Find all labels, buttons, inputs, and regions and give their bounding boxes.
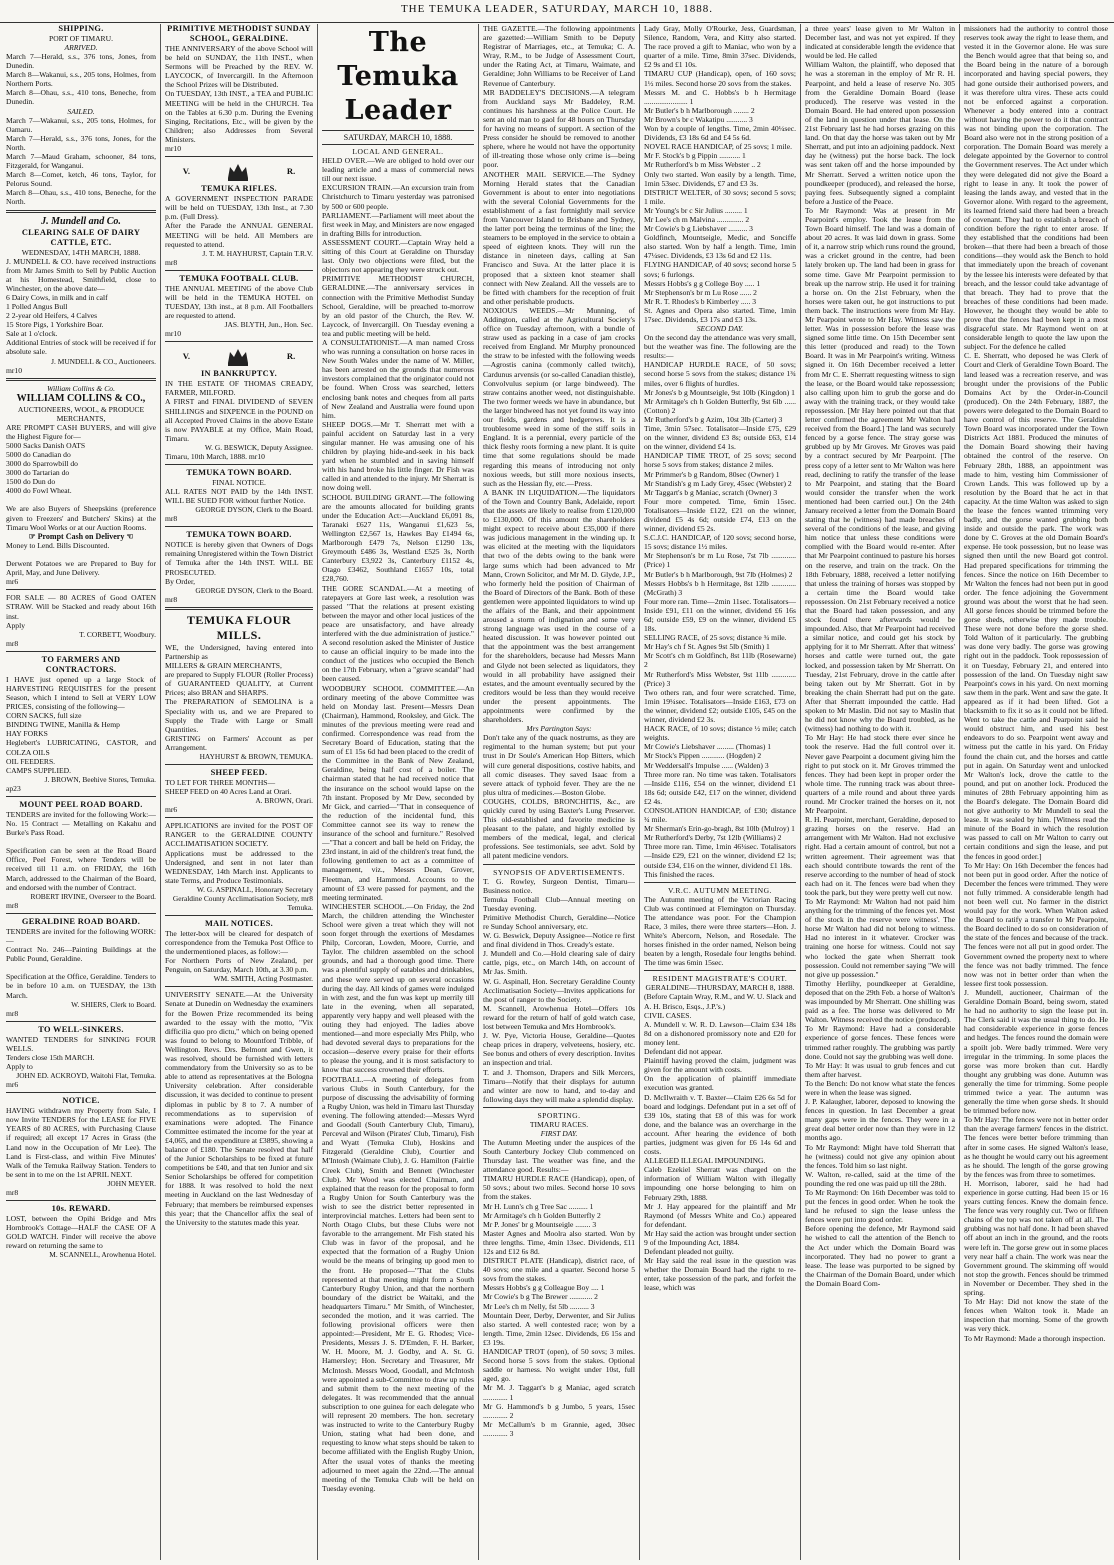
rifles-signature: J. T. M. HAYHURST, Captain T.R.V. — [202, 248, 313, 258]
flour-mills-text: WE, the Undersigned, having entered into Partnership as MILLERS & GRAIN MERCHANTS, are prepared to Supply FLOUR (Roller Process) of GUARANTEED QUALITY, at Current Prices; also BRAN and SHARPS. The PREPARATION of SEMOLINA is a Speciality with us, and we are Prepared to Supply the Trade with Large or Small Quantities. GRISTING on Farmers' Account as per Arrangement. — [165, 642, 313, 752]
divider — [6, 589, 156, 590]
court-report-cont: missioners had the authority to control those reserves took away the right to lease them, and vested it in the Governor alone. He was sure the Bench would agree that that being so, and the Board being in the nature of a borough incorporated and having special powers, they had gone outside their authorised powers, and it was therefore ultra vires. These acts could not be enforced against a corporation. Whenever a body entered into a contract without having the power to do it that contract was not binding upon the corporation. The Board also were not in the strong position of a corporation. The Domain Board was merely a delegate appointed by the Governor to control the Government reserves. The Act under which they were delegated did not give the Board a right to lease in any. It took the power of leasing the lands away, and vested that in the Governor alone. With regard to the agreement, its learned friend said there had been a breach of covenant. They had to establish a breach of condition before the right to enter arose. If they established that the conditions had been broken—that there had been a breach of those conditions—they would ask the Bench to hold that immediately upon the breach of covenant by the lessee his interests were defeated by that breach, and the lessor could take advantage of that breach. They had to prove that the breaches of these conditions had been made. However, he thought they would be able to prove that the fences had been kept in a most disgraceful state. Mr Raymond went on at considerable length to quote the law upon the subject. For the defence he called C. E. Sherratt, who deposed he was Clerk of Court and Clerk of Geraldine Town Board. The land leased was a recreation reserve, and was brought under the provisions of the Public Domains Act by the Order-in-Council (produced). On the 24th February, 1887, the powers were delegated to the Domain Board to have control of this reserve. The Geraldine Town Board was incorporated under the Town Districts Act 1881. Produced the minutes of the Domain Board showing their having obtained the control of the reserve. On February 28th, 1888, an appointment was made to him, vesting him Commissioner of Crown Lands. This was followed up by a resolution by the Board that he act in that capacity. At the time Walton was asked to sign the lease the fences wanted trimming very badly, and the gorse wanted grubbing both inside and outside the park. The work was done by C. Groves at the old Domain Board's expense. He took possession, but no lease was signed then until the new Board got control. Had prepared specifications for trimming the fences. Since the notice on 16th December to Mr Walton the fences had not been put in good order. The fence adjoining the Government ground was about the worst that he had seen. All gorse fences should be trimmed before the gorse sheds, otherwise they made trouble. These were not done before the gorse shed. Told Walton of it particularly. The grubbing was done very badly. The gorse was growing right out in the paddock. Took repossession of it on Tuesday, February 21, and entered into possession of the land. On Tuesday night saw Pearpoint's cows in his yard. On next morning saw them in the park. Went and saw the gate. It appeared as if it had been lifted. Got a blacksmith to fix it so as it could not be lifted. Went to take the cattle and Pearpoint said he would obstruct him, and used his best endeavors to do so. Pearpoint went away and witness put the cattle in his yard. On Friday found the chain cut, and the horses and cattle put in again. On Saturday went and unlocked Mr Walton's lock, drove the cattle to the pound, and put on another lock. Produced the minutes of 28th February appointing him as the Board's delegate. The Domain Board did not give authority to Mr Mundell to seal the lease. It was sealed by him. [Witness read the minute of the Board in which the resolution was passed to call on Mr Walton to carry out certain conditions and sign the lease, and put the fences in good order.] To Mr Hay: On 16th December the fences had not been put in good order. After the notice of December the fences were trimmed. They were not fully trimmed. A considerable length had not been well cut. No farmer in the district would pay for the work. When Walton asked the Board to ratify a transfer to Mr Pearpoint, the Board declined to do so on consideration of the state of the fences and because of the track. The fences were not all put in good order. The Government owned the property next to where the fence was not badly trimmed. The fence now was not in better order than when the lessee first took possession. J. Mundell, auctioneer, Chairman of the Geraldine Domain Board, being sworn, stated he had no authority to sign the lease put in. The Clerk said it was the usual thing to do. He had considerable experience in gorse fences and hedges. The fences round the domain were a spoilt job. Were badly trimmed. Were very irregular in the trimming. In some places the gorse was more broken than cut. Hardly thought any grubbing was done. Autumn was generally the time for trimming. Some people trimmed twice a year. The autumn was generally the time when gorse sheds. It should be trimmed before now. To Mr Hay: The fences were not in better order than the average farmers' fences in the district. The fences were better before trimming than after in some cases. He signed Walton's lease, as he thought he would carry out his agreement as he should. The length of the gorse growing by the fences was from three to sometimes. H. Morrison, laborer, said he had had experience in gorse cutting. Had been 15 or 16 years cutting fences. Knew the domain fence. The fence was very roughly cut. Two or fifteen chains of the top was not taken off at all. The grubbing was not half done. It had been shaved off about an inch in the ground, and the roots were left in. The gorse grew out in some places very near half a chain. The work was near the Government ground. The skimming off would not stop the growth. Fences should be trimmed in November or December. They shed in the spring. To Mr Hay: Did not know the state of the fences when Walton took it. Made an inspection that morning. Some of the growth was very thick. To Mr Raymond: Made a thorough inspection. — [964, 24, 1108, 1343]
divider — [6, 913, 156, 914]
collins-text: ARE PROMPT CASH BUYERS, and will give the Highest Figure for— 5000 Sacks Danish OATS 5000 do Canadian do 3000 do Sparrowbill do 3000 do Tartarian do 1500 do Dun do 4000 do Fowl Wheat. We are also Buyers of Sheepskins (preference given to Freezers' and Butchers' Skins) at the Timaru Wool Works or at our Auction Rooms. — [6, 422, 156, 532]
final-notice-ref: mr8 — [165, 514, 178, 524]
notice-text: HAVING withdrawn my Property from Sale, I now Invite TENDERS for the LEASE for FIVE YEARS of 80 ACRES, with Purchasing Clause if required; all except 17 Acres in Grass (the Land now in the Occupation of Mr Lee). The Land is First-class, and within Five Minutes' Walk of the Temuka Railway Station. Tenders to be sent in to me on the 1st APRIL NEXT. — [6, 1106, 156, 1179]
mount-peel-text: TENDERS are invited for the following Work:— No. 15 Contract — Metalling on Kakahu and Burke's Pass Road. Specification can be seen at the Road Board Office, Peel Forest, where Tenders will be received till 11 a.m. on FRIDAY, the 16th March, addressed to the Chairman of the Board, and endorsed with the number of Contract. — [6, 809, 156, 892]
divider — [165, 607, 313, 610]
straw-sale-signature: T. CORBETT, Woodbury. — [79, 629, 156, 639]
town-board-heading: TEMUKA TOWN BOARD. — [186, 468, 292, 477]
bankruptcy-text: IN THE ESTATE OF THOMAS CREADY, FARMER, MILFORD. A FIRST and FINAL DIVIDEND of SEVEN SHILLINGS and SIXPENCE in the POUND on all Accepted Proved Claims in the above Estate is now PAYABLE at my Office, Main Road, Timaru. — [165, 379, 313, 443]
university-senate-text: UNIVERSITY SENATE.—At the University Senate at Dunedin on Wednesday the examiners for the Bowen Prize recommended its being awarded to the essay with the motto, "Vix difficilia quo pro dictu," which on being opened was found to belong to Mountford Tribble, of Wellington. Revs. Drs. Belmont and Gwen, it was resolved, should be furnished with letters commendatory from the University so as to be able to attend as representatives at the Bologna University celebration. After considerable discussion, it was decided to continue to present diplomas in public by 8 to 7. A number of recommendations as to supervision of examinations were adopted. The Finance Committee estimated the income for the year at £4,065, and the expenditure at £3895, showing a balance of £180. The Senate resolved that half of the Junior Scholarships to be fixed at future competitions be £40, and that ten Junior and six Senior Scholarships be offered for competition for 1888. It was resolved to hold the next meeting in Auckland on the last Wednesday of February; that members be reimbursed expenses this year; that the Chancellor affix the seal of the University to the statutes made this year. — [165, 990, 313, 1227]
local-general-text: HELD OVER.—We are obliged to hold over our leading article and a mass of commercial news till our next issue. EXCURSION TRAIN.—An excursion train from Christchurch to Timaru yesterday was patronised by 500 or 600 people. PARLIAMENT.—Parliament will meet about the first week in May, and Ministers are now engaged in drafting Bills for introduction. ASSESSMENT COURT.—Captain Wray held a sitting of this Court at Geraldine on Thursday last. Only two objections were filed, but the objectors not appearing they were struck out. PRIMITIVE METHODIST CHURCH, GERALDINE.—The anniversary services in connection with the Primitive Methodist Sunday School, Geraldine, will be preached to-morrow by an old pastor of the Church, the Rev. W. Laycock, of Invercargill. On Tuesday evening a tea and public meeting will be held. A CONSULTATIONIST.—A man named Cross who was running a consultation on horse races in New South Wales under the name of W. Miller, has been arrested on the grounds that numerous investors complained that the originator could not be found. When Cross was searched, letters enclosing bank notes and cheques from all parts of New Zealand and Australia were found upon him. SHEEP DOGS.—Mr T. Sherratt met with a painful accident on Saturday last in a very singular manner. He was amusing one of his children by playing hide-and-seek in his back yard when he stumbled and in saving himself with his hand broke his little finger. Dr Fish was called in and attended to the injury. Mr Sherratt is now doing well. SCHOOL BUILDING GRANT.—The following are the amounts allocated for building grants under the Education Act:—Auckland £6,091 8s, Taranaki £627 11s, Wanganui £1,623 5s, Wellington £2,567 1s, Hawkes Bay £1494 6s, Marlborough £479 7s, Nelson £1290 13s, Greymouth £486 3s, Westland £525 3s, North Canterbury £3,922 3s, Canterbury £1152 4s, Otago £3462, Southland £1657 10s, total £28,760. THE GORE SCANDAL.—At a meeting of ratepayers at Gore last week, a resolution was passed "That the relations at present existing between the mayor and other local justices of the peace are unsatisfactory, and have already interfered with the due administration of justice." A second resolution asked the Minister of Justice to cause an official inquiry to be made into the conduct of the justices who occupied the Bench on the 17th February, when a "grave scandal" had been caused. WOODBURY SCHOOL COMMITTEE.—An ordinary meeting of the above Committee was held on Monday last. Present—Messrs Dean (Chairman), Hammond, Rooksley, and Gick. The minutes of the previous meeting were read and confirmed. Correspondence was read from the Secretary Board of Education, stating that the sum of £1 15s 6d had been placed to the credit of the Committee in the Bank of New Zealand, Geraldine, being half cost of a boiler. The chairman stated that he had received notice that the insurance on the school would lapse on the 7th instant. Proposed by Mr Dew, seconded by Mr Gick, and carried—"That in consequence of the reduction of the incidental fund, this Committee cannot see its way to renew the insurance of the school and furniture." Resolved—"That a concert and ball be held on Friday, the 23rd instant, in aid of the children's treat fund, the following gentlemen to act as a committee of management, viz., Messrs Dean, Grover, Fleetman, and Hammond. Accounts to the amount of £3 were passed for payment, and the meeting terminated. WINCHESTER SCHOOL.—On Friday, the 2nd March, the children attending the Winchester School were given a treat which they will not soon forget through the exertions of Mesdames Philp, Corcoran, Lowden, Moore, Currie, and Taylor. The children assembled on the school grounds, and had a thorough good time. There was a plentiful supply of eatables and drinkables, and these were served up on several occasions during the day. All kinds of games were indulged in with zest, and the fun was kept up merrily till late in the evening, when all separated, apparently very happy and well pleased with the outing they had enjoyed. The ladies above mentioned—and more especially Mrs Philp, who had devoted several days to preparations for the occasion—deserve every praise for their efforts to please the young, and it is most satisfactory to know that success crowned their efforts. FOOTBALL.—A meeting of delegates from various Clubs in South Canterbury, for the purpose of discussing the advisability of forming a Rugby Union, was held in Timaru last Thursday evening. The following attended:—Messrs Wyrd and Goodall (South Canterbury Club, Timaru), Perceval and Wilson (Pirates' Club, Timaru), Fish and Wyatt (Temuka Club), Hoskins and Fitzgerald (Geraldine Club), Courtier and M'Intosh (Waimate Club), J. G. Hamilton (Fairlie Creek Club), Smith and Bennett (Winchester Club). Mr Wood was elected Chairman, and explained that the reason for the proposal to form a Rugby Union for South Canterbury was the wish to see the district better represented in interprovincial matches. Letters had been sent to North Otago Clubs, but these Clubs were not favorable to the arrangement. Mr Fish stated his Club was in favor of the proposal, and he expected that the formation of a Rugby Union would be the means of bringing up good men to the front. He proposed—"That the Clubs represented at that meeting might form a South Canterbury Rugby Union, and that the northern boundary of the district be Waitaki, and the headquarters Timaru." Mr Smith, of Winchester, seconded the motion, and it was carried. The following provisional officers were then appointed:—President, Mr E. G. Rhodes; Vice-Presidents, Messrs J. S. D'Emden, F. H. Barker, W. H. Moore, M. J. Godby, and A. St. G. Hamersley; Hon. Secretary and Treasurer, Mr McIntosh. Messrs Wood, Goodall, and McIntosh were appointed a sub-Committee to draw up rules and submit them to the next meeting of the delegates. It was recommended that the annual subscription to one guinea for each delegate who will represent 20 members. The hon. secretary was instructed to write to the Canterbury Rugby Union, stating what had been done, and requesting to know what steps should be taken to become affiliated with the English Rugby Union, After the usual votes of thanks the meeting adjourned to meet again the 22nd.—The annual meeting of the Temuka Club will be held on Tuesday evening. — [322, 156, 474, 1493]
divider — [6, 1021, 156, 1022]
column-3 — [322, 24, 474, 1560]
column-5 — [644, 24, 796, 1560]
divider — [644, 882, 796, 883]
divider — [165, 817, 313, 818]
column-rule — [959, 24, 960, 1560]
well-sinkers-text: WANTED TENDERS for SINKING FOUR WELLS. Tenders close 15th MARCH. Apply to — [6, 1034, 156, 1071]
running-head-text: THE TEMUKA LEADER, SATURDAY, MARCH 10, 1888. — [400, 3, 714, 15]
money-text: Money to Lend. Bills Discounted. Derwent Potatoes we are Prepared to Buy for April, May, and June Delivery. — [6, 540, 156, 578]
synopsis-text: T. G. Rowley, Surgeon Dentist, Timaru—Business notice. Temuka Football Club—Annual meeting on Tuesday evening. Primitive Methodist Church, Geraldine—Notice re Sunday School anniversary, etc. W. G. Beswick, Deputy Assignee—Notice re first and final dividend in Thos. Cready's estate. J. Mundell and Co.—Hold clearing sale of dairy cattle, pigs, etc., on March 14th, on account of Mr Jas. Smith. W. G. Aspinall, Hon. Secretary Geraldine County Acclimatisation Society—Invites applications for the post of ranger to the Society. M. Scannell, Arowhenua Hotel—Offers 10s reward for the return of half of gold watch case, lost between Temuka and Mrs Hornbrook's. J. W. Pye, Victoria House, Geraldine—Quotes cheap prices in drapery, velveteens, hosiery, etc. See bonus and others of every description. Invites an inspection and trial. T. and J. Thomson, Drapers and Silk Mercers, Timaru—Notify that their displays for autumn and winter are now to hand, and to-day and following days they will make a splendid display. — [483, 876, 635, 1104]
divider — [165, 341, 313, 342]
collins-heading: WILLIAM COLLINS & CO., — [16, 392, 146, 404]
flour-mills-heading: TEMUKA FLOUR MILLS. — [186, 612, 292, 642]
notice-heading: NOTICE. — [62, 1096, 100, 1106]
flour-mills-signature: HAYHURST & BROWN, TEMUKA. — [199, 751, 313, 761]
final-notice-signature: GEORGE DYSON, Clerk to the Board. — [195, 505, 313, 515]
divider — [165, 156, 313, 157]
well-sinkers-signature: JOHN ED. ACKROYD, Waitohi Flat, Temuka. — [16, 1071, 156, 1081]
crown-icon — [225, 345, 251, 367]
cipher-letter: V. — [182, 350, 190, 361]
ranger-signature-2: Geraldine County Acclimatisation Society, mr8 Temuka. — [172, 893, 313, 912]
column-rule — [800, 24, 801, 1560]
sailed-list: March 7—Wakanui, s.s., 205 tons, Holmes, for Oamaru. March 7—Herald, s.s., 376 tons, Jones, for the North. March 7—Maud Graham, schooner, 84 tons, Fitzgerald, for Wanganui. March 8—Comet, ketch, 46 tons, Taylor, for Pelorus Sound. March 8—Ohau, s.s., 410 tons, Beneche, for the North. — [6, 115, 156, 207]
divider — [165, 526, 313, 527]
partington-heading: Mrs Partington Says: — [526, 724, 592, 734]
first-day-results-cont: Lady Gray, Molly O'Rourke, Jess, Guardsman, Silence, Random, Vera, and Kitty also started. The race proved a gift to Maniac, who won by a quarter of a mile. Time, 8min 37sec. Dividends, £2 9s and £1 10s. TIMARU CUP (Handicap), open, of 160 sovs; 1½ miles. Second horse 20 sovs from the stakes. Messrs M. and C. Hobbs's b h Hermitage ....................... 1 Mr Butler's b h Marlborough ........ 2 Mr Brown's br c Wakatipu ........... 3 Won by a couple of lengths. Time, 2min 40¼sec. Dividends, £3 18s 6d and £4 5s 6d. NOVEL RACE HANDICAP, of 25 sovs; 1 mile. Mr F. Stock's b g Pippin ........... 1 Mr Rutherford's b m Miss Webster .. 2 Only two started. Won easily by a length. Time, 1min 53sec. Dividends, £7 and £3 3s. DISTRICT WELTER, of 30 sovs; second 5 sovs; 1 mile. Mr Young's br c Sir Julius ......... 1 Mr Lee's ch m Malvina .............. 2 Mr Cowie's b g Liebshaver .......... 3 Goldfinch, Mountseigle, Medic, and Sonciffe also started. Won by half a length. Time, 1min 47¼sec. Dividends, £3 13s 6d and £2 11s. FLYING HANDICAP, of 40 sovs; second horse 5 sovs; 6 furlongs. Messrs Hobbs's g g College Boy ..... 1 Mr Stephenson's br m Lu Rose ...... 2 Mr R. T. Rhodes's b Kimberley ..... 3 St. Agnes and Opera also started. Time, 1min 17sec. Dividends, £3 17s and £3 13s. — [644, 24, 796, 324]
first-day-results: The Autumn Meeting under the auspices of the South Canterbury Jockey Club commenced on Thursday last. The weather was fine, and the attendance good. Results:— TIMARU HURDLE RACE (Handicap), open, of 50 sovs.; about two miles. Second horse 10 sovs from the stakes. Mr H. Lunn's ch g Tree Sac .......... 1 Mr Armitage's ch h Golden Butterfly 2 Mr P. Jones' br g Mountseigle ........ 3 Master Agnes and Moolra also started. Won by three lengths. Time, 4min 13sec. Dividends, £11 12s and £12 6s 8d. DISTRICT PLATE (Handicap), district race, of 40 sovs; one mile and a quarter. Second horse 5 sovs from the stakes. Messrs Hobbs's g g Colleague Boy .... 1 Mr Cowie's b g The Brewer ............ 2 Mr Lee's ch m Nelly, fst 5lb .......... 3 Mountain Deer, Derby, Derwenter, and Sir Julius also started. A well contested race; won by a length. Time, 2min 12sec. Dividends, £6 15s and £3 19s. HANDICAP TROT (open), of 50 sovs; 3 miles. Second horse 5 sovs from the stakes. Optional saddle or harness. No weight under 10st, full aged, go. Mr M. J. Taggart's b g Maniac, aged scratch ............. 1 Mr G. Hammond's b g Jumbo, 5 years, 15sec ............. 2 Mr McCallum's b m Grannie, aged, 30sec ............. 3 — [483, 1137, 635, 1438]
column-rule — [317, 24, 318, 1560]
clearing-sale-ref: mr10 — [6, 365, 23, 375]
football-ref: mr10 — [165, 329, 182, 339]
column-4 — [483, 24, 635, 1560]
ranger-text: APPLICATIONS are invited for the POST OF RANGER to the GERALDINE COUNTY ACCLIMATISATION SOCIETY. Applications must be addressed to the Undersigned, and sent in not later than WEDNESDAY, 14th March inst. Applicants to state Terms, and Produce Testimonials. — [165, 821, 313, 885]
sheep-feed-signature: A. BROWN, Orari. — [255, 796, 313, 806]
methodist-text: THE ANNIVERSARY of the above School will be held on SUNDAY, the 11th INST., when Sermons will be Preached by the REV. W. LAYCOCK, of Invercargill. In the Afternoon the School Prizes will be Distributed. On TUESDAY, 13th INST., a TEA and PUBLIC MEETING will be held in the CHURCH. Tea on the Tables at 6.30 p.m. During the Evening Singing, Recitations, Etc., will be given by the Children; also Addresses from Several Ministers. — [165, 44, 313, 144]
rifles-heading: TEMUKA RIFLES. — [201, 184, 277, 194]
first-day-heading: FIRST DAY. — [540, 1128, 578, 1138]
vrc-heading: V.R.C. AUTUMN MEETING. — [667, 885, 773, 895]
dogs-notice-ref: mr8 — [165, 594, 178, 604]
mail-notices-signature: WM. SMITH, Acting Postmaster. — [213, 974, 313, 984]
bankruptcy-signature: W. G. BESWICK, Deputy Assignee. — [204, 442, 313, 452]
divider — [165, 464, 313, 465]
rifles-text: A GOVERNMENT INSPECTION PARADE will be held on TUESDAY, 13th Inst., at 7.30 p.m. (Full Dress). After the Parade the ANNUAL GENERAL MEETING will be held. All Members are requested to attend. — [165, 194, 313, 249]
collins-small-heading: William Collins & Co. — [47, 383, 115, 393]
farmers-signature: J. BROWN, Beehive Stores, Temuka. — [44, 774, 156, 784]
straw-sale-text: FOR SALE — 80 ACRES of Good OATEN STRAW. Will be Stacked and ready about 16th inst. Apply — [6, 593, 156, 630]
mail-notices-heading: MAIL NOTICES. — [204, 918, 274, 928]
football-signature: JAS. BLYTH, Jun., Hon. Sec. — [224, 320, 313, 330]
second-day-heading: SECOND DAY. — [696, 324, 744, 334]
column-7 — [964, 24, 1108, 1560]
cipher-letter: R. — [286, 350, 296, 361]
rifles-ref: mr8 — [165, 257, 178, 267]
well-sinkers-heading: TO WELL-SINKERS. — [38, 1024, 124, 1034]
cipher-letter: R. — [286, 165, 296, 176]
final-notice-text: ALL RATES NOT PAID by the 14th INST. WILL BE SUED FOR without further Notice. — [165, 487, 313, 506]
farmers-ref: ap23 — [6, 783, 21, 793]
column-2 — [165, 24, 313, 1560]
divider — [483, 1107, 635, 1108]
clearing-sale-date: WEDNESDAY, 14TH MARCH, 1888. — [21, 247, 141, 257]
reward-heading: 10s. REWARD. — [51, 1204, 111, 1213]
mount-peel-ref: mr8 — [6, 900, 19, 910]
divider — [483, 864, 635, 865]
divider — [165, 915, 313, 916]
football-heading: TEMUKA FOOTBALL CLUB. — [179, 273, 299, 283]
local-general-heading: LOCAL AND GENERAL. — [352, 147, 444, 157]
methodist-heading: PRIMITIVE METHODIST SUNDAY SCHOOL, GERALDINE. — [167, 24, 311, 43]
newspaper-nameplate: The Temuka Leader — [337, 27, 459, 126]
mail-notices-text: The letter-box will be cleared for despatch of correspondence from the Temuka Post Office to the undermentioned places, as follow:— For Northern Ports of New Zealand, per Penguin, on Saturday, March 10th, at 3.30 p.m. — [165, 928, 313, 975]
town-board-heading: TEMUKA TOWN BOARD. — [186, 530, 292, 540]
sheep-feed-text: TO LET FOR THREE MONTHS— SHEEP FEED on 40 Acres Land at Orari. — [165, 777, 292, 797]
column-rule — [478, 24, 479, 1560]
mount-peel-signature: ROBERT IRVINE, Overseer to the Board. — [30, 891, 156, 901]
mundell-heading: J. Mundell and Co. — [41, 215, 121, 227]
divider — [165, 270, 313, 271]
football-text: THE ANNUAL MEETING of the above Club will be held in the TEMUKA HOTEL on TUESDAY, 13th inst., at 8 p.m. All Footballers are requested to attend. — [165, 283, 313, 321]
straw-sale-ref: mr8 — [6, 638, 19, 648]
rm-court-date: GERALDINE—THURSDAY, MARCH 8, 1888. — [645, 983, 795, 993]
ranger-signature: W. G. ASPINALL, Honorary Secretary — [196, 884, 313, 894]
clearing-sale-heading: CLEARING SALE OF DAIRY CATTLE, ETC. — [21, 227, 141, 247]
rm-court-text: (Before Captain Wray, R.M., and W. U. Slack and A. H. Brisco, Esqs., J.P.'s.) CIVIL CASES. A. Mundell v. W. R. D. Lawson—Claim £34 18s 8d on a dishonored promissory note and £20 for money lent. Defendant did not appear. Plaintiff having proved the claim, judgment was given for the amount with costs. On the application of plaintiff immediate execution was granted. D. McIlwraith v. T. Baxter—Claim £26 6s 5d for board and lodgings. Defendant put in a set off of £39 10s, stating that £8 of this was for work done, and the balance was an overcharge in the account. After hearing the evidence of both parties, judgment was given for £6 14s 6d and costs. ALLEGED ILLEGAL IMPOUNDING. Caleb Ezekiel Sherratt was charged on the information of William Walton with illegally impounding one horse belonging to him on February 29th, 1888. Mr J. Hay appeared for the plaintiff and Mr Raymond (of Messrs White and Co.) appeared for defendant. Mr Hay said the action was brought under section 9 of the Impounding Act, 1884. Defendant pleaded not guilty. Mr Hay said the real issue in the question was whether the Domain Board had the right to re-enter, take possession of the park, and forfeit the lease, which was — [644, 992, 796, 1293]
dogs-notice-signature: GEORGE DYSON, Clerk to the Board. — [195, 585, 313, 595]
divider — [165, 986, 313, 987]
notice-ref: mr8 — [6, 1187, 19, 1197]
vrc-text: The Autumn meeting of the Victorian Racing Club was continued at Flemington on Thursday. The attendance was poor. For the Champion Race, 3 miles, there were three starters—Hon. J. White's Abercorn, Nelson, and Rosedale. The horses finished in the order named, Nelson being beaten by a length, Rosedale four lengths behind. The time was 6min 15sec. — [644, 894, 796, 968]
synopsis-heading: SYNOPSIS OF ADVERTISEMENTS. — [493, 867, 625, 877]
running-head — [0, 0, 1114, 23]
divider — [6, 1200, 156, 1201]
divider — [644, 970, 796, 971]
court-report-text: a three years' lease given to Mr Walton in December last, and was not yet expired. If they indicated at considerable length the evidence that would be led. He called William Walton, the plaintiff, who deposed that he was a storeman in the employ of Mr R. H. Pearpoint, and held a lease of reserve No. 305 from the Geraldine Domain Board (lease produced). The reserve was vested in the Domain Board. He had entered upon possession of the land in question under that lease. On the 21st February last he had horses grazing on this land. On that day the horse was taken out by Mr Sherratt, and put into an adjoining paddock. Next day he (witness) put the horse back. The lock was sent taken off and the horse impounded by Mr Sherratt. Served a written notice upon the poundkeeper (produced), and released the horse, paying fees. Subsequently signed a complaint before a Justice of the Peace. To Mr Raymond: Was at present in Mr Pearpoint's employ. Took the lease from the Town Board himself. The land was a domain of about 20 acres. It was laid down in grass. Some of it, a narrow strip which runs round the ground, was a cricket ground in the centre, had been lately broken up. The land had been in grass for some time. Gave Mr Pearpoint permission to break up the narrow strip. He used it for training a horse on. On the 21st February, when the horses were taken out, he got instructions to put them back. The instructions were from Mr Hay. Mr Pearpoint wrote to Mr Hay. Witness saw the letter. Was in possession before the lease was signed some little time. On 15th December sent this letter (produced and read) to the Town Board. It was in Mr Pearpoint's writing. Witness signed it. On 16th December received a letter from Mr C. E. Sherratt requesting witness to sign the lease, or the Board would take repossession; also calling upon him to grub the gorse and do away with the training track, or they would take repossession. [Mr Hay here pointed out that that letter confirmed the agreement Mr Walton had received from the Board.] The land was securely fenced by a gorse fence. The stray gorse was grubbed up by Mr Groves. Mr Groves was paid by a contract secured by Mr Pearpoint. [The press copy of a letter sent to Mr Walton was here read, declining to ratify the transfer of the lease to Mr Pearpoint, and stating that the Board would consider the transfer when the work mentioned had been carried out.] On the 24th January received a letter from the Domain Board stating that he (witness) had made breaches of several of the conditions of the lease, and giving him notice that unless these conditions were complied with the Board would re-enter. After that Mr Pearpoint continued to pasture his horses on the reserve, and train on the track. On the 18th February, 1888, received a letter notifying that unless the training of horses was stopped by a certain time the Board would take repossession. On 21st February received a notice that the Board had taken possession, and any stock found there afterwards would be impounded. Also, that Mr Pearpoint had received a similar notice, and could get his stock by applying for it to Mr Sherratt. After that witness' horses and cattle were turned out, the gate locked, and possession taken by Mr Sherratt. On Tuesday, 21st February, drove in the cattle after being taken out by Mr Sherratt. Got in by breaking the chain Sherratt had put on the gate. After that Sherratt impounded the cattle. Had spoken to Mr Maslin. Did not say to Maslin that he did not know why the Board troubled, as he (witness) had nothing to do with it. To Mr Hay: He had stock there ever since he took the reserve. Had the full control over it. Never gave Pearpoint a document giving him the right to put stock on it. Mr Groves trimmed the fences. They had been kept in proper order the whole time. The running track was about three-quarters of a mile round and about three yards round. Mr Crocker trained the horses on it, not Mr Pearpoint. R. H. Pearpoint, merchant, Geraldine, deposed to grazing horses on the reserve. Had an arrangement with Mr Walton. Had not exclusive right. Had a certain amount of control, but not a written agreement. Their agreement was that each should contribute towards the rent of the reserve according to the number of head of stock each had on it. The fences were bad when they took the park, but they were pretty well cut now. To Mr Raymond: Mr Walton had not paid him anything for the trimming of the fences yet. Most of the stock in the reserve were witness'. The horse Mr Walton had did not belong to witness. Had no interest in it whatever. Crocker was training one horse for witness. Could not say who locked the gate when Sherratt took possession. Could not remember saying "We will not give up possession." Timothy Herlihy, poundkeeper at Geraldine, deposed that on the 29th Feb. a horse of Walton's was impounded by Mr Sherratt. One shilling was paid as a fee. The horse was delivered to Mr Walton. Witness received the notice (produced). To Mr Raymond: Have had a considerable experience of gorse fences. These fences were trimmed rather roughly. The grubbing was partly done. Could not say the grubbing was well done. To Mr Hay: It was usual to grub fences and cut them after harvest. To the Bench: Do not know what state the fences were in when the lease was signed. J. P. Kalaugher, laborer, deposed to knowing the fences in question. In last December a great many gaps were in the fences. They were in a great deal better order now than they were in 12 months ago. To Mr Raymond: Might have told Sherratt that he (witness) could not give any opinion about the fences. Told him so last night. W. Walton, re-called, said at the time of the pounding the red one was paid up till the 28th. To Mr Raymond: On 16th December was told to put the fences in good order. When he took the land he refused to sign the lease unless the fences were put into good order. Before opening the defence, Mr Raymond said he wished to call the attention of the Bench to the Act under which the Domain Board was incorporated. They had no power to grant a lease. The lease was purported to be signed by the Chairman of the Domain Board, under which the Domain Board Com- — [805, 24, 955, 1288]
arrived-list: March 7—Herald, s.s., 376 tons, Jones, from Dunedin. March 8—Wakanui, s.s., 205 tons, Holmes, from Northern Ports. March 8—Ohau, s.s., 410 tons, Beneche, from Dunedin. — [6, 52, 156, 107]
reward-text: LOST, between the Opihi Bridge and Mrs Hornbrook's Cottage—HALF the CASE OF A GOLD WATCH. Finder will receive the above reward on returning the same to — [6, 1214, 156, 1251]
pointing-hand-icon: ☞ — [28, 531, 36, 541]
divider — [6, 378, 156, 381]
rm-court-heading: RESIDENT MAGISTRATE'S COURT. — [652, 974, 788, 984]
divider — [6, 796, 156, 797]
collins-ref: mr6 — [6, 577, 19, 587]
farmers-text: I HAVE just opened up a large Stock of HARVESTING REQUISITES for the present Season, which I intend to Sell at VERY LOW PRICES, consisting of the following— CORN SACKS, full size BINDING TWINE, Manilla & Hemp HAY FORKS Heglebert's LUBRICATING, CASTOR, and COLZA OILS OIL FEEDERS. CAMPS SUPPLIED. — [6, 674, 156, 775]
sheep-feed-heading: SHEEP FEED. — [210, 767, 268, 777]
news-items-text: THE GAZETTE.—The following appointments are gazetted:—William Smith to be Deputy Registrar of Marriages, etc., at Temuka; C. A. Wray, R.M., to be Judge of Assessment Court, under the Rating Act, at Timaru, Waimate, and Geraldine; John Williams to be Receiver of Land Revenue of Canterbury. MR BADDELEY'S DECISIONS.—A telegram from Auckland says Mr Baddeley, R.M. continues his harshness at the Police Court. He sent an old man to gaol for 48 hours on Thursday for having no means of support. A section of the Press consider he should be removed to another sphere, where he would not have the opportunity of ill-treating those whose only crime is—being poor. ANOTHER MAIL SERVICE.—The Sydney Morning Herald states that the Canadian Government is about to enter into negotiations with the several Colonial Governments for the establishment of a fast fortnightly mail service from Vancouver Island to Brisbane and Sydney, the latter port being the terminus of the line; the steamers to be employed in the service to obtain a speed of eighteen knots. They will run the distance in nineteen days, calling at San Francisco and Suva. At the latter place it is proposed that a sixteen knot steamer shall connect with New Zealand. All the vessels are to be fitted with chambers for the reception of fruit and other perishable products. NOXIOUS WEEDS.—Mr Munning, of Addington, called at the Agricultural Society's office on Tuesday afternoon, with a bundle of straw used as packing in a case of jam crocks received from England. Mr Murphy pronounced the straw to be infested with the following weeds—Agrostis canina (commonly called twitch), Cardunus arvensis (or so-called Canadian thistle), Convolvulus sepium (or large bindweed). The straw contains another weed, not distinguishable. The two former weeds we have in abundance, but the larger bindweed has not yet found its way into our fields, gardens and hedgerows. It is a troublesome weed in some of the stiff soils in England. It is a perennial, every particle of the thick fleshy roots forming a new plant. It is quite time that some regulations should be made regarding this means of introducing not only noxious weeds, but still more noxious insects, such as the Hessian fly, etc.—Press. A BANK IN LIQUIDATION.—The liquidators of the Town and Country Bank, Adelaide, report that the assets are likely to realise from £120,000 to £130,000. Of this amount the shareholders might expect to receive about £35,000 if there was judicious management in the winding up. It was elicited at the meeting with the liquidators that two of the debts owing to the bank were large sums which had been advanced to Mr Mann, Crown Solicitor, and Mr M. D. Glyde, J.P., who formerly held the position of Chairman of the Board of Directors of the Bank. Both of these gentlemen were appointed liquidators to wind up the affairs of the Bank, and their appointment aroused a storm of indignation and some very strong language was used in the course of a heated discussion. It was however pointed out that the appointment was the best arrangement for the shareholders, because had Messrs Mann and Glyde not been selected as liquidators, they would in all probability have assigned their estates, and the amount eventually secured by the creditors would be less than they would receive under the present appointments. The appointments were confirmed by the shareholders. — [483, 24, 635, 725]
sporting-heading: SPORTING. — [537, 1110, 581, 1120]
well-sinkers-ref: mr6 — [6, 1080, 19, 1090]
prompt-cash-line — [6, 532, 156, 541]
royal-cipher — [165, 345, 313, 367]
geraldine-board-signature: W. SHIERS, Clerk to Board. — [71, 999, 156, 1009]
sheep-feed-ref: mr6 — [165, 805, 178, 815]
issue-dateline: SATURDAY, MARCH 10, 1888. — [322, 130, 474, 145]
second-day-results: On the second day the attendance was very small, but the weather was fine. The following are the results:— HANDICAP HURDLE RACE, of 50 sovs; second horse 5 sovs from the stakes; distance 1¾ miles, over 6 flights of hurdles. Mr Jones's b g Mountseigle, 9st 10lb (Kingdon) 1 Mr Armitage's ch h Golden Butterfly, 9st 6lb ...... (Cotton) 2 Mr Rutherford's b g Azim, 10st 3lb (Carter) 3 Time, 3min 57sec. Totalisator—Inside £75, £29 on the winner, dividend £3 8s; outside £63, £14 on the winner, dividend £4 1s. HANDICAP TIME TROT, of 25 sovs; second horse 5 sovs from stakes; distance 2 miles. Mr Primmer's b g Random, 80sec (Owner) 1 Mr Standish's g m Lady Grey, 45sec (Webster) 2 Mr Taggart's b g Maniac, scratch (Owner) 3 Four more competed. Time, 6min 15sec. Totalisators—Inside £122, £21 on the winner, dividend £5 4s 6d; outside £74, £13 on the winner, dividend £5 2s. S.C.J.C. HANDICAP, of 120 sovs; second horse, 15 sovs; distance 1½ miles. Mr Stephenson's br m Lu Rose, 7st 7lb ............. (Price) 1 Mr Butler's b h Marlborough, 9st 7lb (Holmes) 2 Messrs Hobbs's b h Hermitage, 8st 12lb ............. (McGrath) 3 Four more ran. Time—2min 11sec. Totalisators—Inside £91, £11 on the winner, dividend £6 16s 6d; outside £59, £9 on the winner, dividend £5 18s. SELLING RACE, of 25 sovs; distance ¾ mile. Mr Hay's ch f St. Agnes 9st 5lb (Smith) 1 Mr Scott's ch m Goldfinch, 8st 11lb (Rosewarne) 2 Mr Rutherford's Miss Webster, 9st 11lb ............. (Price) 3 Two others ran, and four were scratched. Time, 1min 19¼sec. Totalisators—Inside £163, £73 on the winner, dividend £2; outside £105, £45 on the winner, dividend £2 3s. HACK RACE, of 10 sovs; distance ½ mile; catch weights. Mr Cowie's Liebshaver ......... (Thomas) 1 Mr Stock's Pippen ............ (Hogden) 2 Mr Weddersall's Impulse ...... (Walden) 3 Three more ran. No time was taken. Totalisators—Inside £116, £54 on the winner, dividend £1 18s 6d; outside £42, £17 on the winner, dividend £2 4s. CONSOLATION HANDICAP, of £30; distance ¾ mile. Mr Sherman's Erin-go-bragh, 8st 10lb (Mulroy) 1 Mr Rutherford's Derby, 7st 12lb (Williams) 2 Three more ran. Time, 1min 46¼sec. Totalisators—Inside £29, £21 on the winner, dividend £2 1s; outside £34, £16 on the winner, dividend £1 18s. This finished the races. — [644, 333, 796, 879]
bankruptcy-heading: IN BANKRUPTCY. — [200, 369, 278, 379]
divider — [6, 210, 156, 213]
collins-subheading: AUCTIONEERS, WOOL, & PRODUCE MERCHANTS, — [17, 404, 145, 423]
divider — [6, 1092, 156, 1093]
column-6 — [805, 24, 955, 1560]
geraldine-board-ref: mr8 — [6, 1008, 19, 1018]
mount-peel-heading: MOUNT PEEL ROAD BOARD. — [19, 799, 143, 809]
column-1 — [6, 24, 156, 1560]
clearing-sale-text: J. MUNDELL & CO. have received instructions from Mr James Smith to Sell by Public Auction at his Homestead, Smithfield, close to Winchester, on the above date— 6 Dairy Cows, in milk and in calf 1 Polled Angus Bull 2 2-year old Heifers, 4 Calves 15 Store Pigs, 1 Yorkshire Boar. Sale at 1 o'clock. Additional Entries of stock will be received if for absolute sale. — [6, 256, 156, 357]
royal-cipher — [165, 160, 313, 182]
clearing-sale-signature: J. MUNDELL & CO., Auctioneers. — [51, 356, 156, 366]
divider — [165, 764, 313, 765]
crown-icon — [225, 160, 251, 182]
geraldine-board-text: TENDERS are invited for the following WORK:— Contract No. 246—Painting Buildings at the Public Pound, Geraldine. Specification at the Office, Geraldine. Tenders to be in before 10 a.m. on TUESDAY, the 13th March. — [6, 926, 156, 1000]
cipher-letter: V. — [182, 165, 190, 176]
final-notice-heading: FINAL NOTICE. — [212, 478, 266, 487]
partington-text: Don't take any of the quack nostrums, as they are regimental to the human system; but put your trust in Dr Soule's American Hop Bitters, which will cure general dispositions, costive habits, and all comic diseases. They saved Isaac from a severe attack of typhoid fever. They are the ne plus ultra of medicines.—Boston Globe. COUGHS, COLDS, BRONCHITIS, &c., are quickly cured by using Baxter's Lung Preserver. This old-established and favorite medicine is pleasant to the palate, and highly extolled by members of the medical, legal, and clerical professions. See testimonials, see advt. Sold by all patent medicine vendors. — [483, 733, 635, 861]
sailed-label: SAILED. — [67, 106, 95, 116]
dogs-notice-text: NOTICE is hereby given that Owners of Dogs remaining Unregistered within the Town District of Temuka after the 14th INST. WILL BE PROSECUTED. By Order, — [165, 540, 313, 586]
timaru-races-heading: TIMARU RACES. — [529, 1119, 589, 1129]
farmers-heading: TO FARMERS AND CONTRACTORS. — [41, 654, 121, 674]
prompt-cash-text: Prompt Cash on Delivery — [37, 531, 125, 541]
geraldine-board-heading: GERALDINE ROAD BOARD. — [21, 916, 141, 926]
bankruptcy-date: Timaru, 10th March, 1888. mr10 — [165, 451, 265, 461]
arrived-label: ARRIVED. — [64, 43, 98, 52]
column-rule — [639, 24, 640, 1560]
divider — [6, 651, 156, 652]
column-rule — [160, 24, 161, 1560]
methodist-ref: mr10 — [165, 144, 182, 154]
shipping-heading: SHIPPING. — [58, 24, 104, 33]
port-heading: PORT OF TIMARU. — [48, 34, 114, 43]
pointing-hand-icon: ☜ — [126, 531, 134, 541]
notice-signature: JOHN MEYER. — [107, 1178, 156, 1188]
reward-signature: M. SCANNELL, Arowhenua Hotel. — [49, 1250, 156, 1260]
